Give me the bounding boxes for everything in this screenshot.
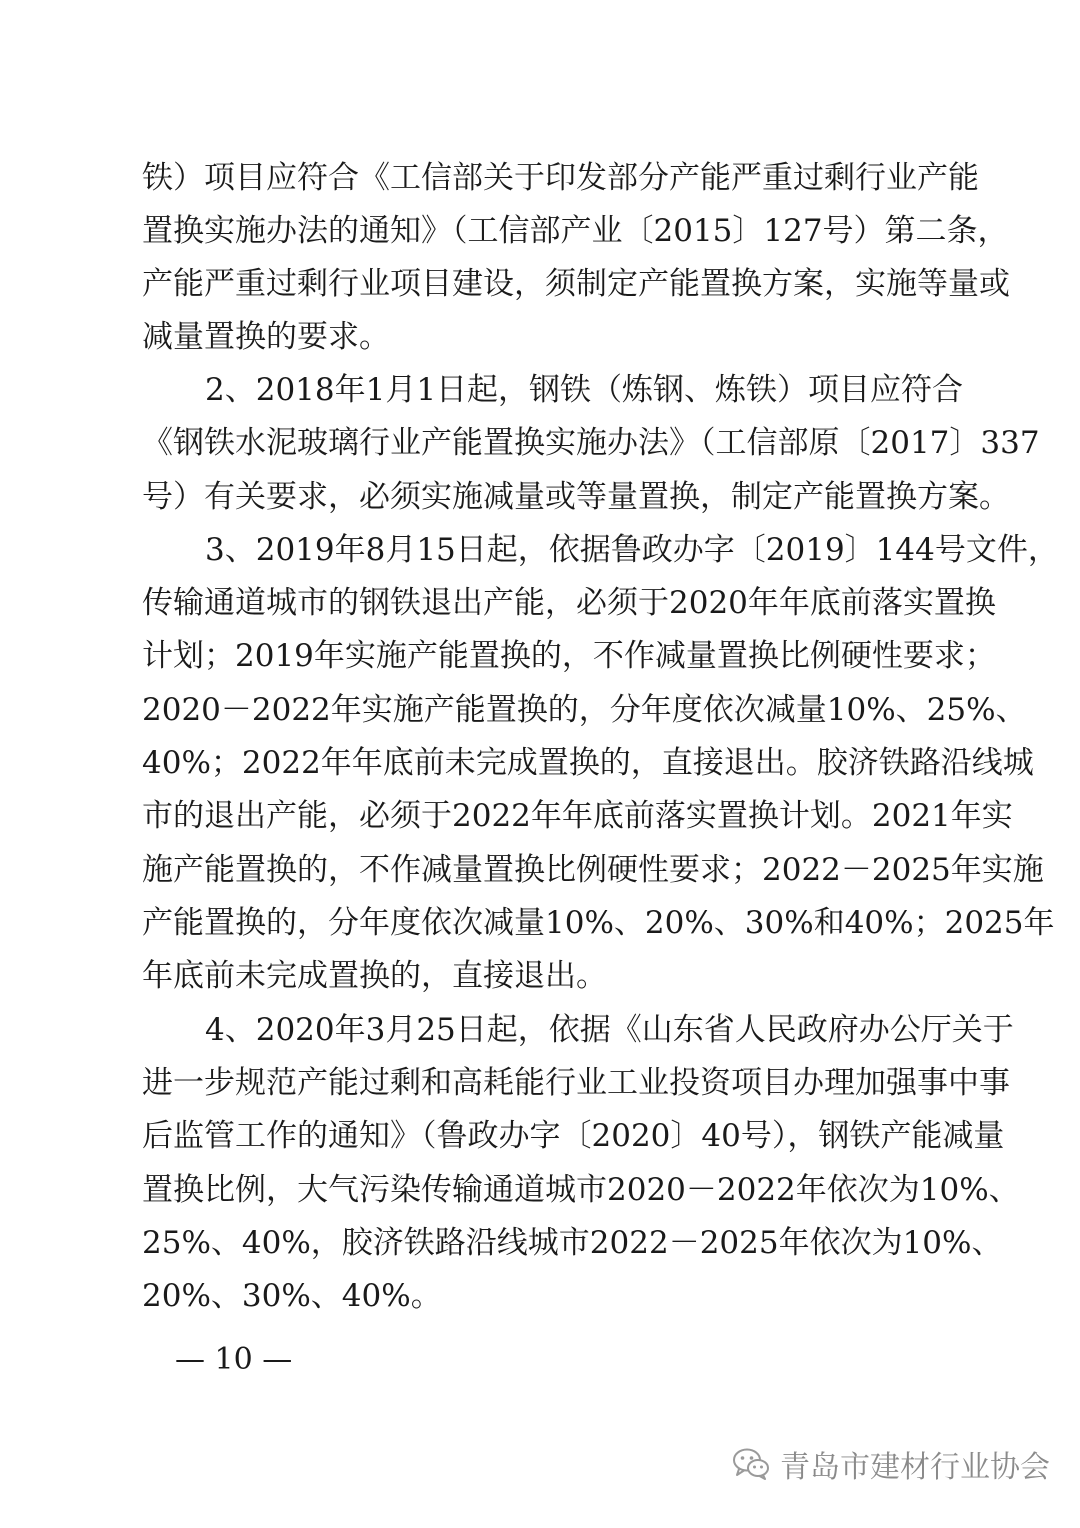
text-line: 《钢铁水泥玻璃行业产能置换实施办法》（工信部原〔2017〕337 [142, 425, 1040, 461]
wechat-icon [732, 1447, 770, 1481]
text-line: 减量置换的要求。 [142, 319, 390, 355]
text-line: 年底前未完成置换的，直接退出。 [142, 958, 607, 994]
text-line: 置换比例，大气污染传输通道城市2020－2022年依次为10%、 [142, 1172, 1020, 1208]
text-line: 传输通道城市的钢铁退出产能，必须于2020年年底前落实置换 [142, 585, 996, 621]
text-line: 号）有关要求，必须实施减量或等量置换，制定产能置换方案。 [142, 479, 1010, 515]
text-line: 进一步规范产能过剩和高耗能行业工业投资项目办理加强事中事 [142, 1065, 1010, 1101]
watermark-text: 青岛市建材行业协会 [780, 1450, 1050, 1485]
text-line: 40%；2022年年底前未完成置换的，直接退出。胶济铁路沿线城 [142, 745, 1034, 781]
text-line: 25%、40%，胶济铁路沿线城市2022－2025年依次为10%、 [142, 1225, 1003, 1261]
text-line: 20%、30%、40%。 [142, 1278, 442, 1314]
text-line: 市的退出产能，必须于2022年年底前落实置换计划。2021年实 [142, 798, 1013, 834]
text-line: 铁）项目应符合《工信部关于印发部分产能严重过剩行业产能 [142, 160, 979, 196]
paragraph-4-first-line: 4、2020年3月25日起，依据《山东省人民政府办公厅关于 [205, 1012, 1014, 1048]
text-line: 计划；2019年实施产能置换的，不作减量置换比例硬性要求； [142, 638, 996, 674]
page-number: — 10 — [175, 1342, 293, 1377]
paragraph-2-first-line: 2、2018年1月1日起，钢铁（炼钢、炼铁）项目应符合 [205, 372, 964, 408]
text-line: 产能严重过剩行业项目建设，须制定产能置换方案，实施等量或 [142, 266, 1010, 302]
text-line: 2020－2022年实施产能置换的，分年度依次减量10%、25%、 [142, 692, 1027, 728]
text-line: 产能置换的，分年度依次减量10%、20%、30%和40%；2025年 [142, 905, 1055, 941]
text-line: 后监管工作的通知》（鲁政办字〔2020〕40号），钢铁产能减量 [142, 1118, 1005, 1154]
paragraph-3-first-line: 3、2019年8月15日起，依据鲁政办字〔2019〕144号文件， [205, 532, 1059, 568]
text-line: 施产能置换的，不作减量置换比例硬性要求；2022－2025年实施 [142, 852, 1044, 888]
text-line: 置换实施办法的通知》（工信部产业〔2015〕127号）第二条， [142, 213, 1009, 249]
watermark [732, 1442, 1050, 1486]
